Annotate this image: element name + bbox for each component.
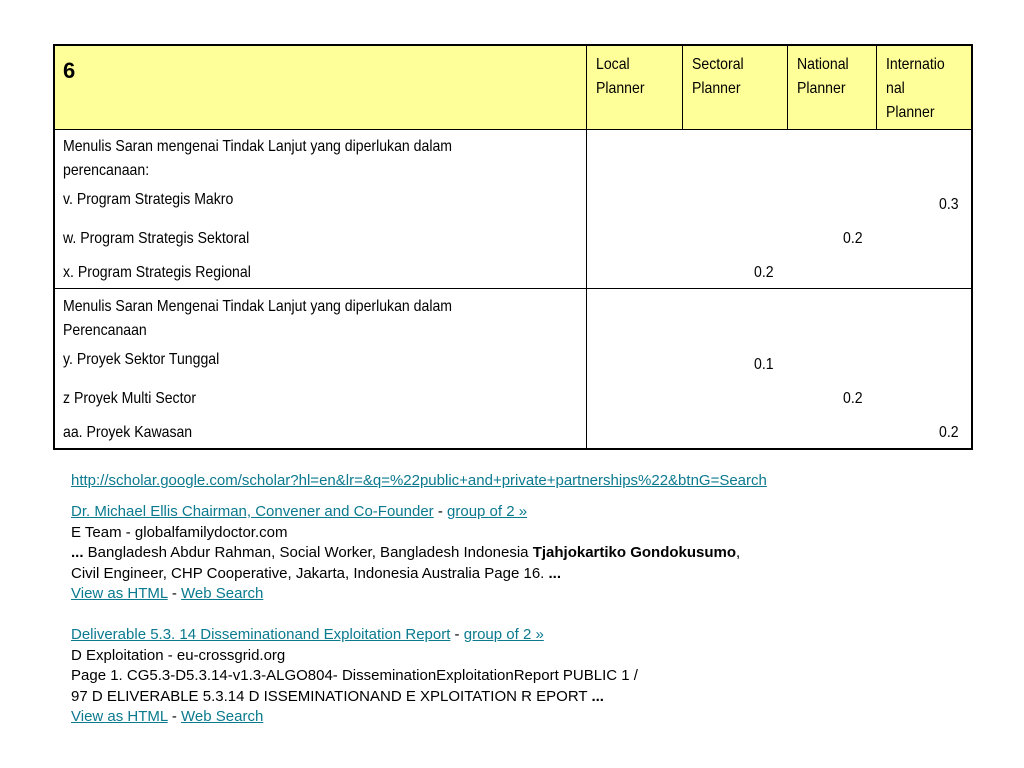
table-section-planning [55, 129, 971, 289]
row-value: 0.2 [843, 390, 863, 407]
section-intro-line: perencanaan: [63, 162, 150, 179]
row-label: w. Program Strategis Sektoral [63, 230, 250, 247]
section-intro-line: Menulis Saran Mengenai Tindak Lanjut yang diperlukan dalam [63, 298, 453, 315]
header-international-planner: Internatio nal Planner [876, 46, 973, 129]
result-1 [71, 502, 740, 605]
group-link[interactable]: group of 2 » [463, 626, 544, 643]
result-source: E Team - globalfamilydoctor.com [71, 523, 288, 541]
section-intro-line: Menulis Saran mengenai Tindak Lanjut yang diperlukan dalam [63, 138, 453, 155]
result-snippet: ... Bangladesh Abdur Rahman, Social Worker, Bangladesh Indonesia Tjahjokartiko Gondokusumo, [71, 544, 741, 561]
section-intro-line: Perencanaan [63, 322, 147, 339]
search-url-link[interactable]: http://scholar.google.com/scholar?hl=en&lr=&q=%22public+and+private+partnerships%22&btnG=Search [71, 472, 767, 489]
row-label: z Proyek Multi Sector [63, 390, 197, 407]
header-national-planner: National Planner [787, 46, 876, 129]
result-source: D Exploitation - eu-crossgrid.org [71, 646, 286, 664]
web-search-link[interactable]: Web Search [181, 585, 264, 602]
row-value: 0.2 [843, 230, 863, 247]
row-label: y. Proyek Sektor Tunggal [63, 351, 220, 368]
result-title-link[interactable]: Dr. Michael Ellis Chairman, Convener and Co-Founder [71, 503, 434, 520]
table-number: 6 [63, 58, 76, 83]
planner-table [53, 44, 973, 450]
header-sectoral-planner: Sectoral Planner [682, 46, 787, 129]
row-value: 0.1 [754, 356, 774, 373]
row-value: 0.2 [939, 424, 959, 441]
view-as-html-link[interactable]: View as HTML [71, 708, 168, 725]
result-title-line: Deliverable 5.3. 14 Disseminationand Exploitation Report - group of 2 » [71, 626, 544, 643]
table-section-projects [55, 289, 971, 450]
header-local-planner: Local Planner [586, 46, 682, 129]
group-link[interactable]: group of 2 » [447, 503, 528, 520]
table-header-row [55, 46, 971, 130]
result-snippet: Page 1. CG5.3-D5.3.14-v1.3-ALGO804- DisseminationExploitationReport PUBLIC 1 / [71, 667, 638, 684]
result-snippet: Civil Engineer, CHP Cooperative, Jakarta, Indonesia Australia Page 16. ... [71, 564, 562, 582]
result-actions: View as HTML - Web Search [71, 708, 264, 725]
result-snippet: 97 D ELIVERABLE 5.3.14 D ISSEMINATIONAND E XPLOITATION R EPORT ... [71, 687, 604, 705]
search-url-line [71, 471, 767, 492]
web-search-link[interactable]: Web Search [181, 708, 264, 725]
row-value: 0.2 [754, 264, 774, 281]
row-label: v. Program Strategis Makro [63, 191, 234, 208]
result-actions: View as HTML - Web Search [71, 585, 264, 602]
row-label: x. Program Strategis Regional [63, 264, 251, 281]
row-value: 0.3 [939, 196, 959, 213]
row-label: aa. Proyek Kawasan [63, 424, 193, 441]
result-title-link[interactable]: Deliverable 5.3. 14 Disseminationand Exploitation Report [71, 626, 451, 643]
result-title-line: Dr. Michael Ellis Chairman, Convener and Co-Founder - group of 2 » [71, 503, 528, 520]
view-as-html-link[interactable]: View as HTML [71, 585, 168, 602]
result-2 [71, 625, 638, 728]
